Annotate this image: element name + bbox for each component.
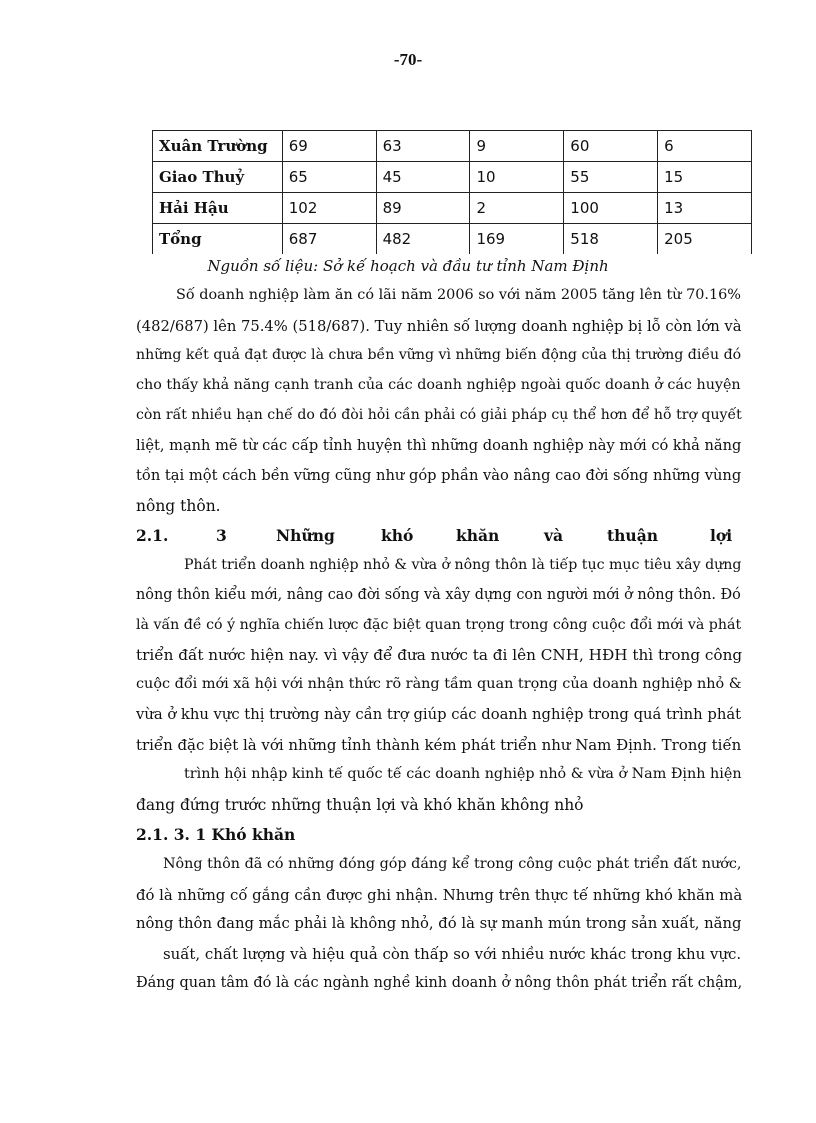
page-number: -70- — [393, 50, 423, 69]
paragraph-line: Nông thôn đã có những đóng góp đáng kể trong công cuộc phát triển đất nước, — [163, 856, 742, 872]
table-row — [153, 193, 752, 224]
paragraph-line: liệt, mạnh mẽ từ các cấp tỉnh huyện thì những doanh nghiệp này mới có khả năng — [136, 437, 742, 454]
table-cell: 2 — [470, 193, 564, 224]
subsection-heading: 2.1. 3. 1 Khó khăn — [136, 825, 296, 844]
paragraph-line: đang đứng trước những thuận lợi và khó khăn không nhỏ — [136, 796, 584, 814]
table-cell: 482 — [376, 224, 470, 255]
section-heading-word: thuận — [607, 526, 659, 545]
table-cell: 69 — [282, 131, 376, 162]
paragraph-line: Phát triển doanh nghiệp nhỏ & vừa ở nông thôn là tiếp tục mục tiêu xây dựng — [184, 557, 742, 573]
section-heading-word: khó — [381, 526, 414, 545]
enterprise-table — [152, 130, 752, 254]
paragraph-line: nông thôn. — [136, 497, 221, 515]
table-row — [153, 131, 752, 162]
table-cell: 60 — [564, 131, 658, 162]
table-cell: 169 — [470, 224, 564, 255]
section-heading-word: Những — [276, 526, 335, 545]
table-cell: Giao Thuỷ — [153, 162, 283, 193]
paragraph-line: đó là những cố gắng cần được ghi nhận. Nhưng trên thực tế những khó khăn mà — [136, 886, 743, 904]
table-cell: 45 — [376, 162, 470, 193]
table-cell: 89 — [376, 193, 470, 224]
table-cell: 6 — [658, 131, 752, 162]
table-cell: 100 — [564, 193, 658, 224]
table-cell: 13 — [658, 193, 752, 224]
paragraph-line: Số doanh nghiệp làm ăn có lãi năm 2006 so với năm 2005 tăng lên từ 70.16% — [176, 287, 741, 303]
paragraph-line: còn rất nhiều hạn chế do đó đòi hỏi cần phải có giải pháp cụ thể hơn để hỗ trợ quyết — [136, 407, 742, 423]
table-cell: 65 — [282, 162, 376, 193]
section-heading-word: và — [544, 526, 564, 545]
table-cell: 63 — [376, 131, 470, 162]
table-cell: Xuân Trường — [153, 131, 283, 162]
section-heading-word: lợi — [710, 526, 733, 545]
table-cell: 15 — [658, 162, 752, 193]
source-note: Nguồn số liệu: Sở kế hoạch và đầu tư tỉnh Nam Định — [207, 257, 609, 275]
table-cell: 518 — [564, 224, 658, 255]
paragraph-line: suất, chất lượng và hiệu quả còn thấp so với nhiều nước khác trong khu vực. — [163, 945, 742, 963]
section-heading-word: khăn — [456, 526, 500, 545]
table-cell: Tổng — [153, 224, 283, 255]
table-cell: 687 — [282, 224, 376, 255]
table-cell: 55 — [564, 162, 658, 193]
paragraph-line: cho thấy khả năng cạnh tranh của các doanh nghiệp ngoài quốc doanh ở các huyện — [136, 377, 741, 393]
table-cell: 102 — [282, 193, 376, 224]
table-cell: 205 — [658, 224, 752, 255]
table-cell: 9 — [470, 131, 564, 162]
paragraph-line: là vấn đề có ý nghĩa chiến lược đặc biệt quan trọng trong công cuộc đổi mới và phát — [136, 617, 742, 633]
table-cell: Hải Hậu — [153, 193, 283, 224]
paragraph-line: trình hội nhập kinh tế quốc tế các doanh nghiệp nhỏ & vừa ở Nam Định hiện — [184, 766, 742, 782]
paragraph-line: Đáng quan tâm đó là các ngành nghề kinh doanh ở nông thôn phát triển rất chậm, — [136, 975, 743, 991]
table-row — [153, 162, 752, 193]
section-number: 2.1. — [136, 526, 169, 545]
table-cell: 10 — [470, 162, 564, 193]
paragraph-line: tồn tại một cách bền vững cũng như góp phần vào nâng cao đời sống những vùng — [136, 467, 742, 484]
paragraph-line: vừa ở khu vực thị trường này cần trợ giúp các doanh nghiệp trong quá trình phát — [136, 706, 742, 723]
paragraph-line: cuộc đổi mới xã hội với nhận thức rõ ràng tầm quan trọng của doanh nghiệp nhỏ & — [136, 676, 742, 692]
table-row — [153, 224, 752, 255]
paragraph-line: nông thôn đang mắc phải là không nhỏ, đó là sự manh mún trong sản xuất, năng — [136, 915, 742, 932]
paragraph-line: những kết quả đạt được là chưa bền vững vì những biến động của thị trường điều đó — [136, 347, 742, 363]
section-heading-word: 3 — [216, 526, 227, 545]
paragraph-line: nông thôn kiểu mới, nâng cao đời sống và xây dựng con người mới ở nông thôn. Đó — [136, 587, 741, 603]
paragraph-line: triển đất nước hiện nay. vì vậy để đưa nước ta đi lên CNH, HĐH thì trong công — [136, 646, 743, 664]
paragraph-line: triển đặc biệt là với những tỉnh thành kém phát triển như Nam Định. Trong tiến — [136, 736, 742, 754]
paragraph-line: (482/687) lên 75.4% (518/687). Tuy nhiên số lượng doanh nghiệp bị lỗ còn lớn và — [136, 318, 742, 335]
